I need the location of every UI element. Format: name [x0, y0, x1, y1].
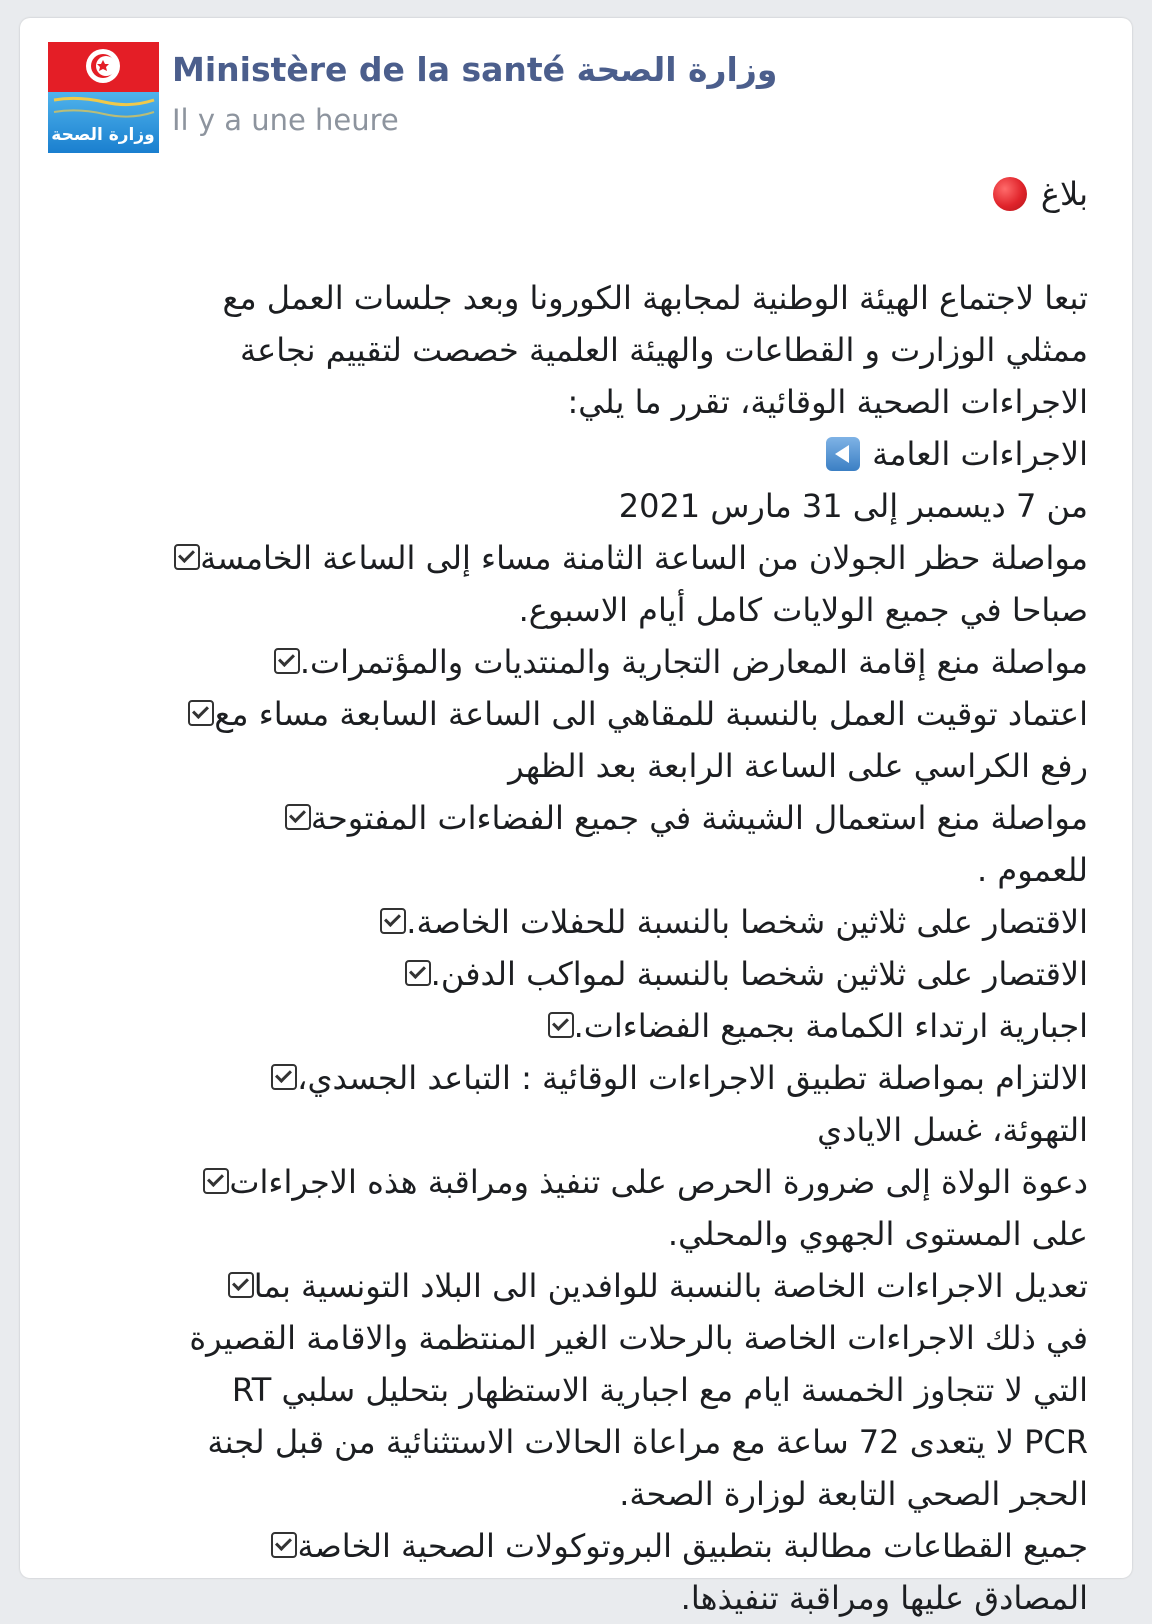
measure-continuation: PCR لا يتعدى 72 ساعة مع مراعاة الحالات الاستثنائية من قبل لجنة	[207, 1423, 1088, 1461]
checkbox-icon	[174, 544, 200, 570]
measure-continuation: المصادق عليها ومراقبة تنفيذها.	[680, 1579, 1088, 1617]
checkbox-icon	[271, 1532, 297, 1558]
intro-line: ممثلي الوزارت و القطاعات والهيئة العلمية خصصت لتقييم نجاعة	[239, 331, 1088, 369]
post-card	[20, 18, 1132, 1617]
measure-text: الاقتصار على ثلاثين شخصا بالنسبة لمواكب الدفن.	[430, 955, 1088, 993]
measure-text: جميع القطاعات مطالبة بتطبيق البروتوكولات الصحية الخاصة	[297, 1527, 1088, 1565]
section-heading	[48, 428, 1088, 480]
checkbox-icon	[271, 1064, 297, 1090]
measure-item	[48, 948, 1088, 1000]
measure-item	[48, 1052, 1088, 1104]
checkbox-icon	[285, 804, 311, 830]
intro-line: تبعا لاجتماع الهيئة الوطنية لمجابهة الكورونا وبعد جلسات العمل مع	[222, 279, 1088, 317]
measure-text: الاقتصار على ثلاثين شخصا بالنسبة للحفلات الخاصة.	[406, 903, 1088, 941]
measure-item	[48, 896, 1088, 948]
measure-item	[48, 1520, 1088, 1572]
measure-continuation: على المستوى الجهوي والمحلي.	[667, 1215, 1088, 1253]
play-left-icon	[826, 437, 860, 471]
checkbox-icon	[548, 1012, 574, 1038]
measure-continuation: صباحا في جميع الولايات كامل أيام الاسبوع.	[518, 591, 1088, 629]
measure-text: مواصلة حظر الجولان من الساعة الثامنة مساء إلى الساعة الخامسة	[200, 539, 1088, 577]
measure-continuation: التهوئة، غسل الايادي	[817, 1111, 1088, 1149]
period-line: من 7 ديسمبر إلى 31 مارس 2021	[618, 487, 1088, 525]
measure-text: مواصلة منع استعمال الشيشة في جميع الفضاءات المفتوحة	[310, 799, 1088, 837]
red-circle-icon	[993, 177, 1027, 211]
checkbox-icon	[274, 648, 300, 674]
checkbox-icon	[405, 960, 431, 986]
measure-item	[48, 532, 1088, 584]
measure-text: تعديل الاجراءات الخاصة بالنسبة للوافدين الى البلاد التونسية بما	[253, 1267, 1088, 1305]
section-title: الاجراءات العامة	[872, 435, 1088, 473]
measure-text: دعوة الولاة إلى ضرورة الحرص على تنفيذ ومراقبة هذه الاجراءات	[229, 1163, 1088, 1201]
measure-item	[48, 1000, 1088, 1052]
page-avatar[interactable]	[48, 42, 159, 153]
checkbox-icon	[228, 1272, 254, 1298]
measure-text: اعتماد توقيت العمل بالنسبة للمقاهي الى الساعة السابعة مساء مع	[214, 695, 1088, 733]
measure-continuation: للعموم .	[977, 851, 1088, 889]
checkbox-icon	[188, 700, 214, 726]
author-name-ar: وزارة الصحة	[576, 50, 778, 89]
measure-text: اجبارية ارتداء الكمامة بجميع الفضاءات.	[573, 1007, 1088, 1045]
measure-item	[48, 792, 1088, 844]
avatar-label: وزارة الصحة	[51, 125, 155, 145]
measure-continuation: التي لا تتجاوز الخمسة ايام مع اجبارية الاستظهار بتحليل سلبي RT	[231, 1371, 1088, 1409]
checkbox-icon	[203, 1168, 229, 1194]
notice-heading	[48, 168, 1088, 220]
tunisia-flag-logo-icon	[48, 42, 159, 153]
measure-item	[48, 636, 1088, 688]
post-timestamp[interactable]: Il y a une heure	[172, 103, 399, 137]
measure-item	[48, 688, 1088, 740]
page-name-link[interactable]	[172, 50, 777, 90]
measure-continuation: الحجر الصحي التابعة لوزارة الصحة.	[619, 1475, 1088, 1513]
measure-continuation: في ذلك الاجراءات الخاصة بالرحلات الغير المنتظمة والاقامة القصيرة	[189, 1319, 1088, 1357]
notice-label: بلاغ	[1040, 175, 1088, 213]
measure-text: الالتزام بمواصلة تطبيق الاجراءات الوقائية : التباعد الجسدي،	[297, 1059, 1088, 1097]
measure-item	[48, 1156, 1088, 1208]
author-name-fr: Ministère de la santé	[172, 50, 566, 89]
checkbox-icon	[380, 908, 406, 934]
measure-continuation: رفع الكراسي على الساعة الرابعة بعد الظهر	[508, 747, 1088, 785]
measure-text: مواصلة منع إقامة المعارض التجارية والمنتديات والمؤتمرات.	[299, 643, 1088, 681]
measures-list	[48, 532, 1088, 1624]
post-body	[48, 168, 1088, 1624]
measure-item	[48, 1260, 1088, 1312]
intro-line: الاجراءات الصحية الوقائية، تقرر ما يلي:	[567, 383, 1088, 421]
